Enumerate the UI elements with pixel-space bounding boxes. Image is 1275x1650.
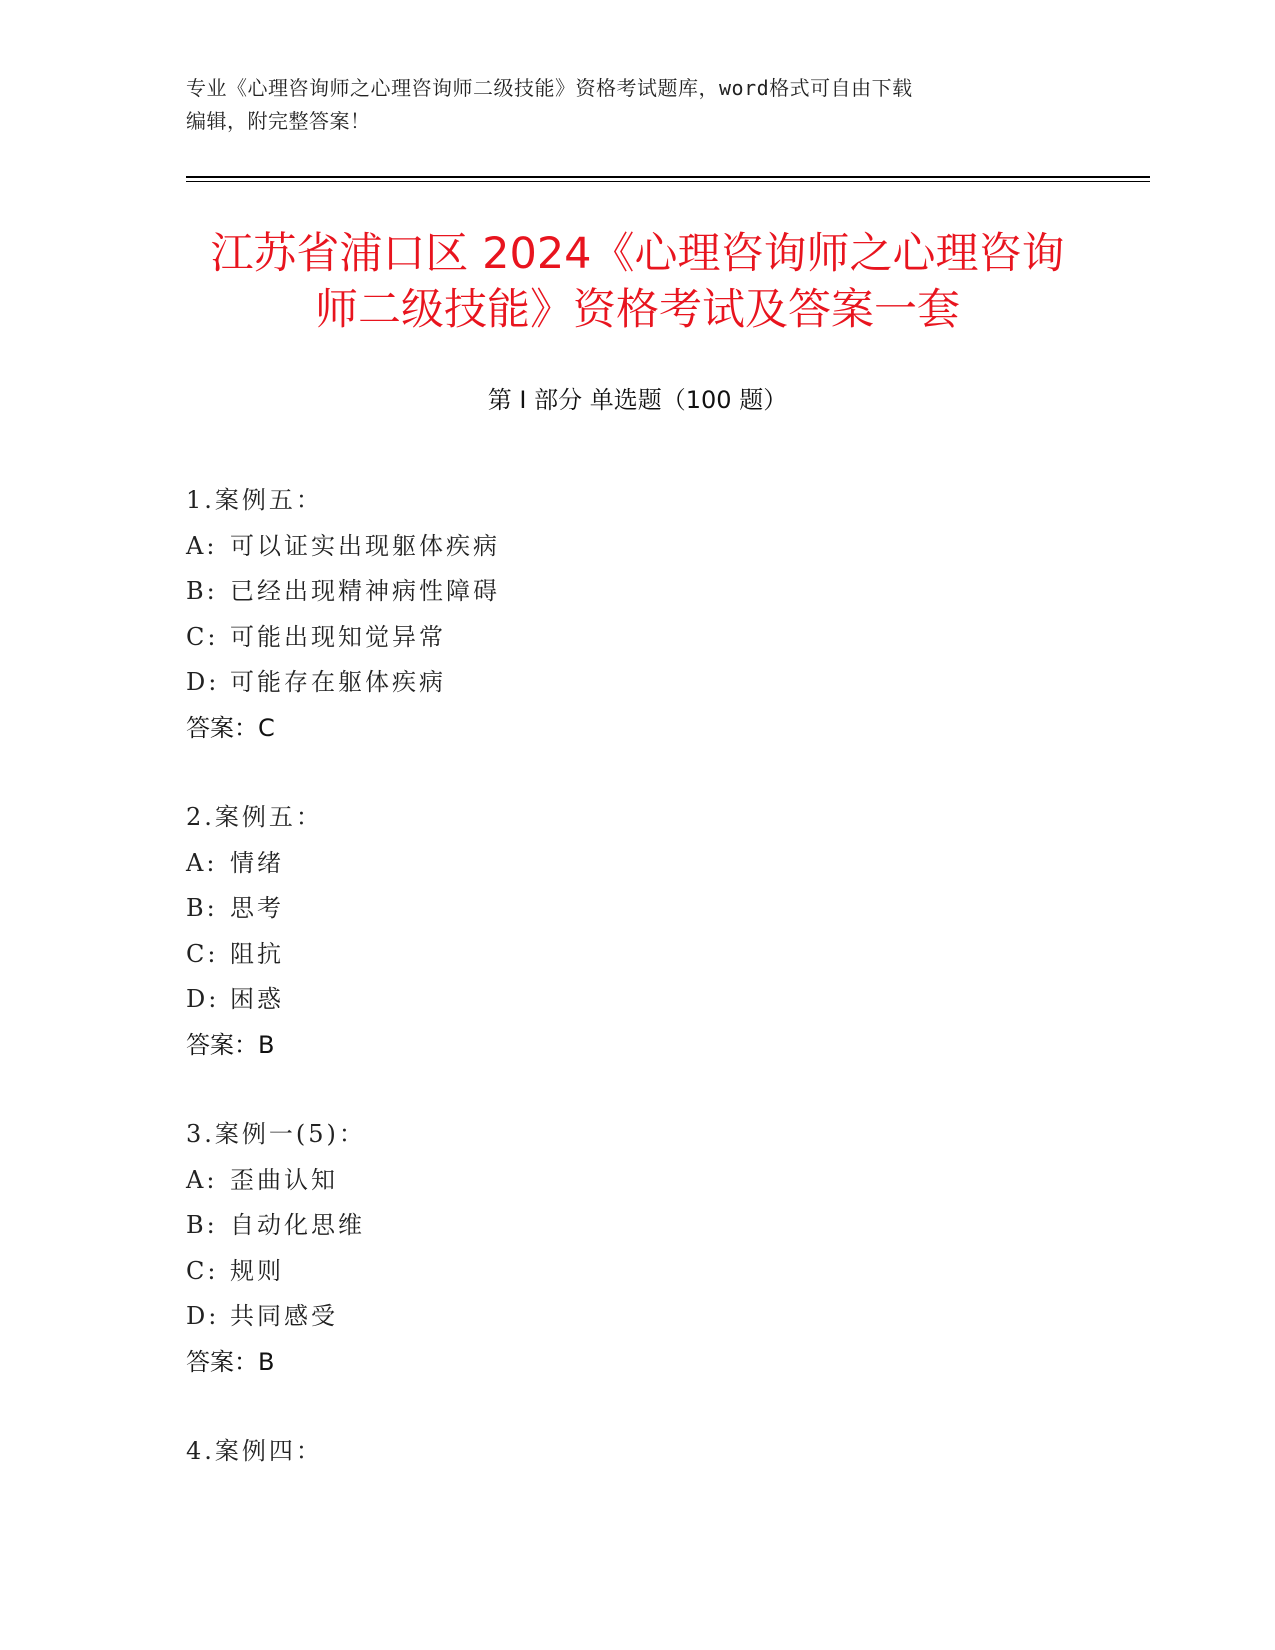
section-heading: 第 I 部分 单选题（100 题） <box>487 386 788 414</box>
option-key: B: <box>186 577 218 605</box>
header-note-line-2: 编辑，附完整答案！ <box>186 109 371 133</box>
option-d <box>186 1294 1086 1340</box>
option-text: 困惑 <box>230 985 284 1013</box>
answer-line: 答案：C <box>186 713 275 742</box>
option-text: 已经出现精神病性障碍 <box>230 577 500 605</box>
answer-line: 答案：B <box>186 1030 275 1059</box>
option-key: D: <box>186 668 220 696</box>
answer-line: 答案：B <box>186 1347 275 1376</box>
option-c <box>186 615 1086 661</box>
question-1 <box>186 478 1086 751</box>
option-text: 自动化思维 <box>230 1211 365 1239</box>
option-b <box>186 569 1086 615</box>
option-key: D: <box>186 1302 220 1330</box>
option-d <box>186 660 1086 706</box>
option-key: B: <box>186 1211 218 1239</box>
question-stem: 1.案例五： <box>186 486 323 514</box>
option-a <box>186 1158 1086 1204</box>
option-a <box>186 524 1086 570</box>
option-d <box>186 977 1086 1023</box>
option-key: C: <box>186 622 219 651</box>
option-key: A: <box>186 848 218 877</box>
option-text: 情绪 <box>230 848 284 877</box>
question-2 <box>186 795 1086 1068</box>
option-text: 阻抗 <box>230 939 284 968</box>
option-key: D: <box>186 985 220 1013</box>
question-list <box>186 478 1086 1519</box>
option-key: C: <box>186 1256 219 1285</box>
question-stem: 3.案例一(5)： <box>186 1120 366 1148</box>
option-text: 可能出现知觉异常 <box>230 622 446 651</box>
option-a <box>186 841 1086 887</box>
option-b <box>186 886 1086 932</box>
option-key: A: <box>186 1165 218 1194</box>
option-text: 规则 <box>230 1256 284 1285</box>
header-note-line-1: 专业《心理咨询师之心理咨询师二级技能》资格考试题库，word格式可自由下载 <box>186 76 913 100</box>
question-stem: 4.案例四： <box>186 1437 323 1465</box>
option-key: B: <box>186 894 218 922</box>
header-divider-thin <box>186 181 1150 182</box>
question-stem: 2.案例五： <box>186 803 323 831</box>
option-text: 可能存在躯体疾病 <box>230 668 446 696</box>
option-c <box>186 932 1086 978</box>
document-header-note <box>186 72 1086 138</box>
option-text: 可以证实出现躯体疾病 <box>230 531 500 560</box>
option-text: 共同感受 <box>230 1302 338 1330</box>
document-title-line-2: 师二级技能》资格考试及答案一套 <box>315 285 960 335</box>
option-key: C: <box>186 939 219 968</box>
option-text: 歪曲认知 <box>230 1165 338 1194</box>
header-divider-thick <box>186 176 1150 178</box>
document-title <box>150 226 1125 338</box>
option-key: A: <box>186 531 218 560</box>
document-title-line-1: 江苏省浦口区 2024《心理咨询师之心理咨询 <box>210 229 1065 279</box>
option-b <box>186 1203 1086 1249</box>
question-4 <box>186 1429 1086 1475</box>
option-c <box>186 1249 1086 1295</box>
option-text: 思考 <box>230 894 284 922</box>
question-3 <box>186 1112 1086 1385</box>
